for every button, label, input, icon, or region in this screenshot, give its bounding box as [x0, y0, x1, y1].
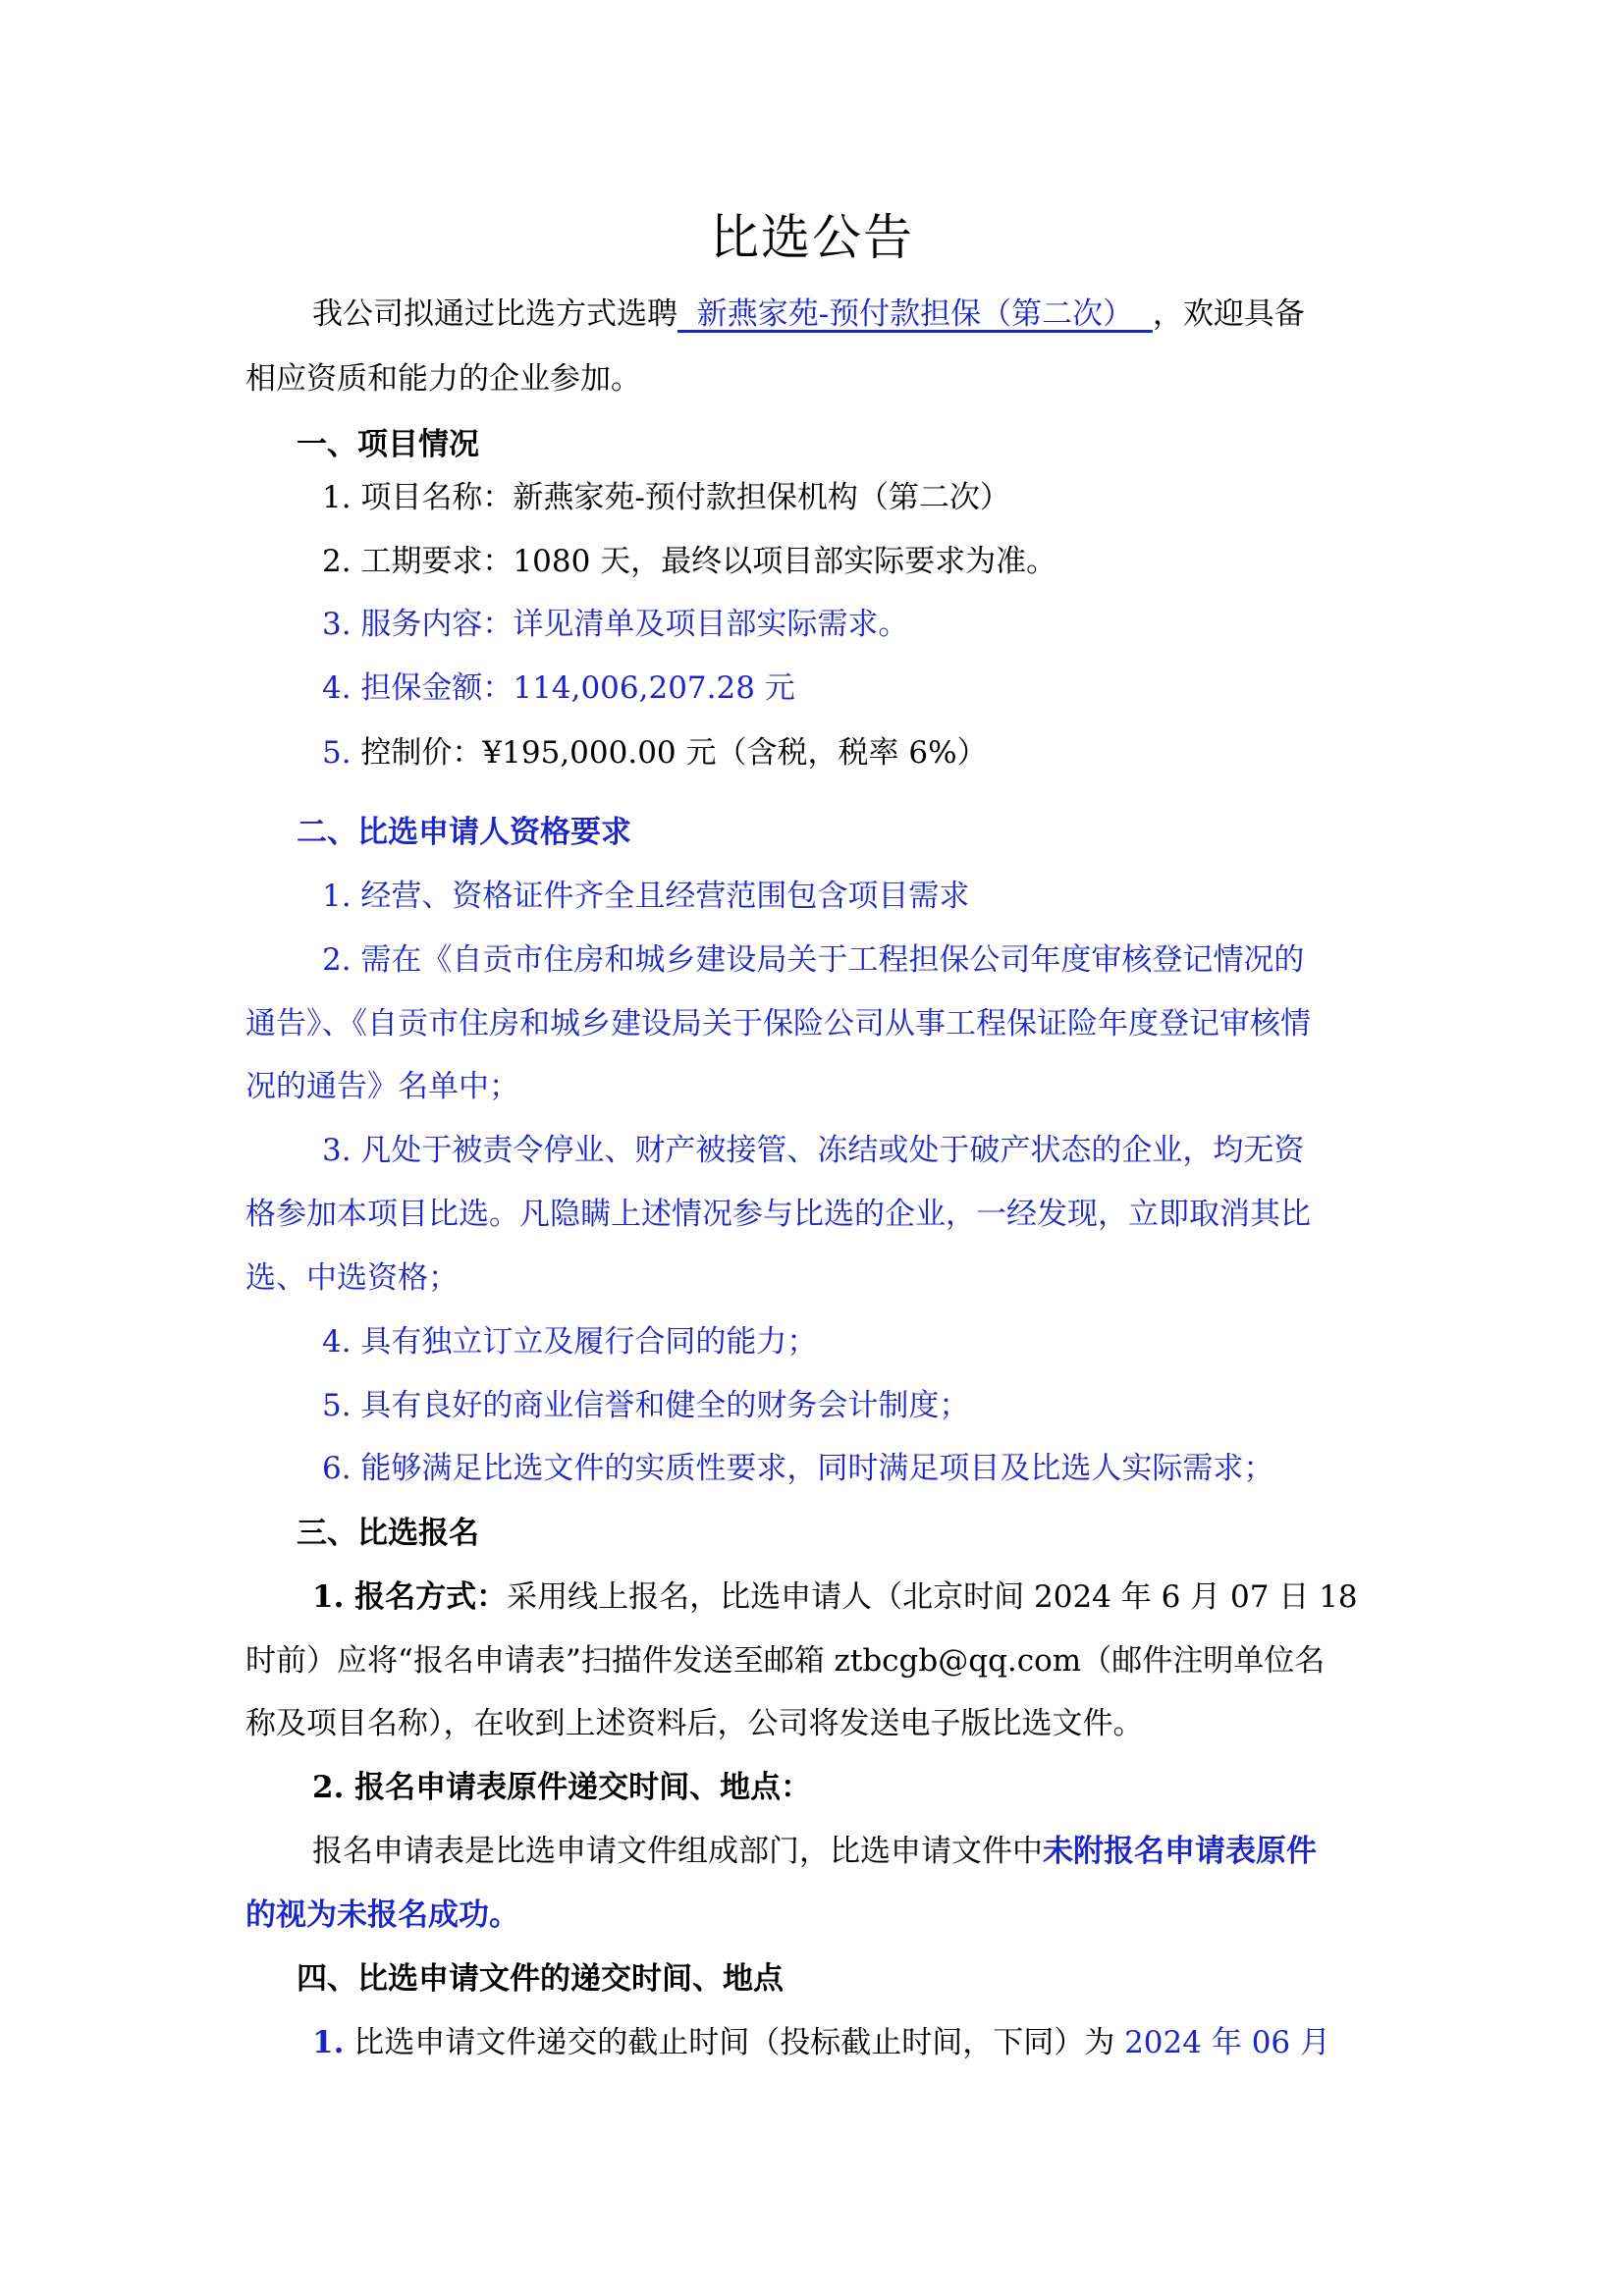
section2-item-2-line-3: 况的通告》名单中； [245, 1069, 519, 1104]
section3-sub1-line-1 [312, 1575, 1358, 1619]
section3-sub2-highlight: 未附报名申请表原件 [1043, 1834, 1317, 1869]
section3-sub1-line-3: 称及项目名称），在收到上述资料后，公司将发送电子版比选文件。 [245, 1706, 1144, 1741]
intro-suffix: ，欢迎具备 [1152, 296, 1305, 332]
intro-line-1 [312, 293, 1305, 336]
section3-sub2-line-2: 的视为未报名成功。 [245, 1897, 519, 1933]
section1-item-5-num: 5. [322, 735, 352, 771]
section1-item-1: 1. 项目名称：新燕家苑-预付款担保机构（第二次） [322, 480, 1010, 515]
section1-item-4: 4. 担保金额：114,006,207.28 元 [322, 670, 795, 706]
section3-sub2-label: 2. 报名申请表原件递交时间、地点： [312, 1770, 812, 1805]
section1-item-2: 2. 工期要求：1080 天，最终以项目部实际要求为准。 [322, 544, 1057, 579]
section1-heading: 一、项目情况 [297, 427, 479, 462]
section4-item-1 [312, 2021, 1330, 2064]
intro-project-name: 新燕家苑-预付款担保（第二次） [677, 296, 1153, 332]
section1-item-5 [322, 731, 988, 774]
section2-item-5: 5. 具有良好的商业信誉和健全的财务会计制度； [322, 1388, 970, 1423]
section2-item-3-line-2: 格参加本项目比选。凡隐瞒上述情况参与比选的企业，一经发现，立即取消其比 [245, 1197, 1311, 1232]
section3-sub2-line-1 [312, 1830, 1317, 1873]
section4-item-1-num: 1. [312, 2025, 345, 2060]
page-title: 比选公告 [710, 209, 914, 266]
section2-item-2-line-2: 通告》、《自贡市住房和城乡建设局关于保险公司从事工程保证险年度登记审核情 [245, 1006, 1311, 1041]
section3-sub1-text: 采用线上报名，比选申请人（北京时间 2024 年 6 月 07 日 18 [507, 1579, 1358, 1615]
section1-item-3: 3. 服务内容：详见清单及项目部实际需求。 [322, 607, 909, 642]
intro-line-2: 相应资质和能力的企业参加。 [245, 361, 641, 397]
section3-sub2-prefix: 报名申请表是比选申请文件组成部门，比选申请文件中 [312, 1834, 1043, 1869]
section4-item-1-date: 2024 年 06 月 [1114, 2025, 1330, 2060]
section3-heading: 三、比选报名 [297, 1516, 479, 1551]
section1-item-5-text: 控制价：¥195,000.00 元（含税，税率 6%） [351, 735, 988, 771]
section2-item-1: 1. 经营、资格证件齐全且经营范围包含项目需求 [322, 879, 970, 914]
section2-item-2-line-1: 2. 需在《自贡市住房和城乡建设局关于工程担保公司年度审核登记情况的 [322, 942, 1305, 978]
section4-heading: 四、比选申请文件的递交时间、地点 [297, 1961, 784, 1997]
section4-item-1-text: 比选申请文件递交的截止时间（投标截止时间，下同）为 [344, 2025, 1115, 2060]
section2-item-6: 6. 能够满足比选文件的实质性要求，同时满足项目及比选人实际需求； [322, 1451, 1274, 1486]
section3-sub1-line-2: 时前）应将“报名申请表”扫描件发送至邮箱 ztbcgb@qq.com（邮件注明单位名 [245, 1643, 1326, 1679]
section3-sub1-label: 1. 报名方式： [312, 1579, 508, 1615]
section2-item-4: 4. 具有独立订立及履行合同的能力； [322, 1324, 818, 1360]
section2-item-3-line-1: 3. 凡处于被责令停业、财产被接管、冻结或处于破产状态的企业，均无资 [322, 1133, 1305, 1168]
section2-item-3-line-3: 选、中选资格； [245, 1260, 459, 1296]
section2-heading: 二、比选申请人资格要求 [297, 815, 631, 850]
intro-prefix: 我公司拟通过比选方式选聘 [312, 296, 677, 332]
